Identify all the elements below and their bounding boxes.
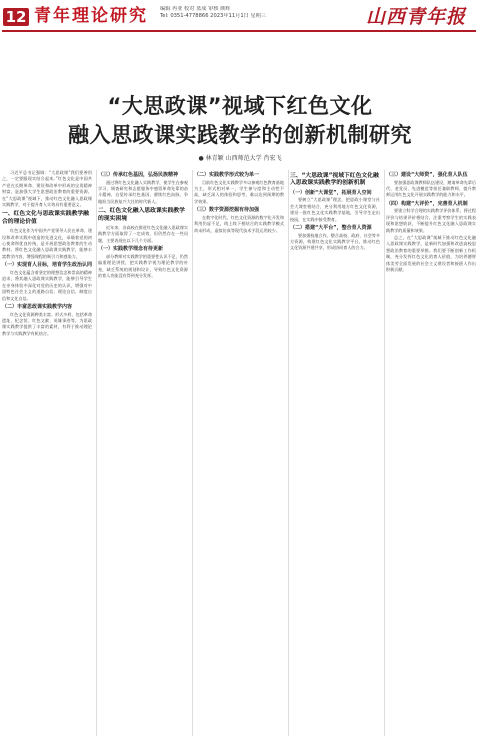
section-heading: 一、红色文化与思政课实践教学融合的理论价值: [2, 211, 89, 225]
paragraph: 在数字化时代，红色文化资源的数字化开发和利用仍显不足，线上线下相结合的实践教学模式尚未形成，虚拟仿真等现代技术手段运用较少。: [194, 214, 284, 233]
section-heading: 二、红色文化融入思政课实践教学的现实困境: [98, 208, 185, 222]
editors-info: [160, 6, 330, 20]
subheading: （三）建设“大师资”，强化育人队伍: [386, 172, 468, 178]
article-body: [2, 170, 478, 738]
paragraph: 红色文化资源种类丰富、形式多样，包括革命遗址、纪念馆、红色文献、英雄事迹等，为思政课实践教学提供了丰富的素材，有利于推动理论教学与实践教学有机结合。: [2, 311, 92, 336]
subheading: （二）丰富思政课实践教学内容: [2, 303, 73, 310]
editors-line: 编辑 冉亚 校对 蓝成 审核 颜辉: [160, 6, 231, 12]
paragraph: 通过将红色文化融入实践教学，使学生在参观学习、调查研究和志愿服务中感悟革命先辈的奋斗精神，自觉传承红色基因，赓续红色血脉，争做担当民族复兴大任的时代新人。: [98, 179, 188, 204]
headline: [0, 92, 480, 150]
subheading: （一）实现育人目标，培育学生政治认同: [2, 262, 92, 269]
header-rule: [2, 30, 476, 32]
conclusion-paragraph: 总之，在“大思政课”视域下推动红色文化融入思政课实践教学，是新时代加强和改进高校思想政治教育的重要举措。我们要不断创新工作机制，充分发挥红色文化的育人价值，为培养德智体美劳全面发展的社会主义建设者和接班人作出积极贡献。: [386, 235, 476, 273]
column-3: [194, 170, 284, 738]
contact-line: Tel: 0351-4778866 2023年11月1日 星期三: [160, 13, 267, 19]
paragraph: 要树立“大思政课”理念，把思政小课堂与社会大课堂相结合，充分利用地方红色文化资源，建设一批红色文化实践教学基地，引导学生走出校园，在实践中接受教育。: [290, 197, 380, 222]
subheading: （二）实践教学形式较为单一: [194, 172, 260, 178]
paragraph: 部分教师对实践教学的重要性认识不足，仍然偏重理论讲授，把实践教学视为理论教学的补充，缺乏系统的规划和设计，导致红色文化资源的育人功能没有得到充分发挥。: [98, 253, 188, 279]
subheading: （二）搭建“大平台”，整合育人资源: [290, 225, 372, 232]
page-number: 12: [3, 8, 29, 26]
column-4: [290, 170, 380, 738]
byline: ● 林青颖 山西师范大学 肖宏飞: [198, 155, 282, 162]
column-2: [98, 170, 188, 738]
section-title: 青年理论研究: [34, 6, 148, 26]
newspaper-logo: 山西青年报: [366, 6, 467, 28]
subheading: （一）创新“大课堂”，拓展育人空间: [290, 189, 372, 196]
intro-paragraph: 习近平总书记强调：“大思政课”我们要善用之，一定要跟现实结合起来。”红色文化是中国共产党在长期革命、建设和改革中形成的宝贵精神财富，是加强大学生思想政治教育的重要资源。在“大思政课”视域下，推动红色文化融入思政课实践教学，对于提升育人实效具有重要意义。: [2, 170, 92, 208]
subheading: （四）构建“大评价”，完善育人机制: [386, 200, 468, 207]
paragraph: 要建立科学合理的实践教学评价体系，将过程评价与结果评价相结合，注重考察学生的实践表现和思想收获，不断提升红色文化融入思政课实践教学的质量和效果。: [386, 208, 476, 233]
paragraph: 近年来，各高校在推进红色文化融入思政课实践教学方面取得了一定成效，但仍然存在一些问题，主要表现在以下几个方面。: [98, 225, 188, 243]
paragraph: 红色文化作为中国共产党领导人民在革命、建设和改革实践中创造的先进文化，承载着党的初心使命和优良传统，是开展思想政治教育的生动教材。将红色文化融入思政课实践教学，能够丰富教学内容，增强课程的吸引力和感染力。: [2, 228, 92, 259]
paragraph: 要加强思政课教师队伍建设，邀请革命先辈后代、老党员、先进模范等担任兼职教师，提升教师运用红色文化开展实践教学的能力和水平。: [386, 179, 476, 198]
subheading: （三）传承红色基因，弘扬民族精神: [98, 172, 179, 178]
section-heading: 三、“大思政课”视域下红色文化融入思政课实践教学的创新机制: [290, 173, 379, 187]
subheading: （一）实践教学理念有待更新: [98, 246, 164, 253]
paragraph: 要加强校地合作，整合高校、政府、社会等多方资源，构建红色文化实践教学平台，推动红色文化资源共建共享，形成协同育人的合力。: [290, 232, 380, 251]
subheading: （三）数字资源挖掘有待加强: [194, 207, 260, 214]
column-1: [2, 170, 92, 738]
paragraph: 目前红色文化实践教学多以参观红色教育基地为主，形式相对单一，学生参与度和主动性不高，缺乏深入的体验和思考，难以达到预期的教学效果。: [194, 179, 284, 204]
paragraph: 红色文化蕴含着坚定的理想信念和崇高的精神追求，将其融入思政课实践教学，能够引导学生在亲身体验中深化对党的历史的认识，增强对中国特色社会主义的道路自信、理论自信、制度自信和文化自信。: [2, 269, 92, 301]
title-line-1: “大思政课”视域下红色文化: [107, 94, 373, 118]
column-5: [386, 170, 476, 738]
title-line-2: 融入思政课实践教学的创新机制研究: [68, 123, 412, 147]
masthead: [0, 0, 480, 40]
